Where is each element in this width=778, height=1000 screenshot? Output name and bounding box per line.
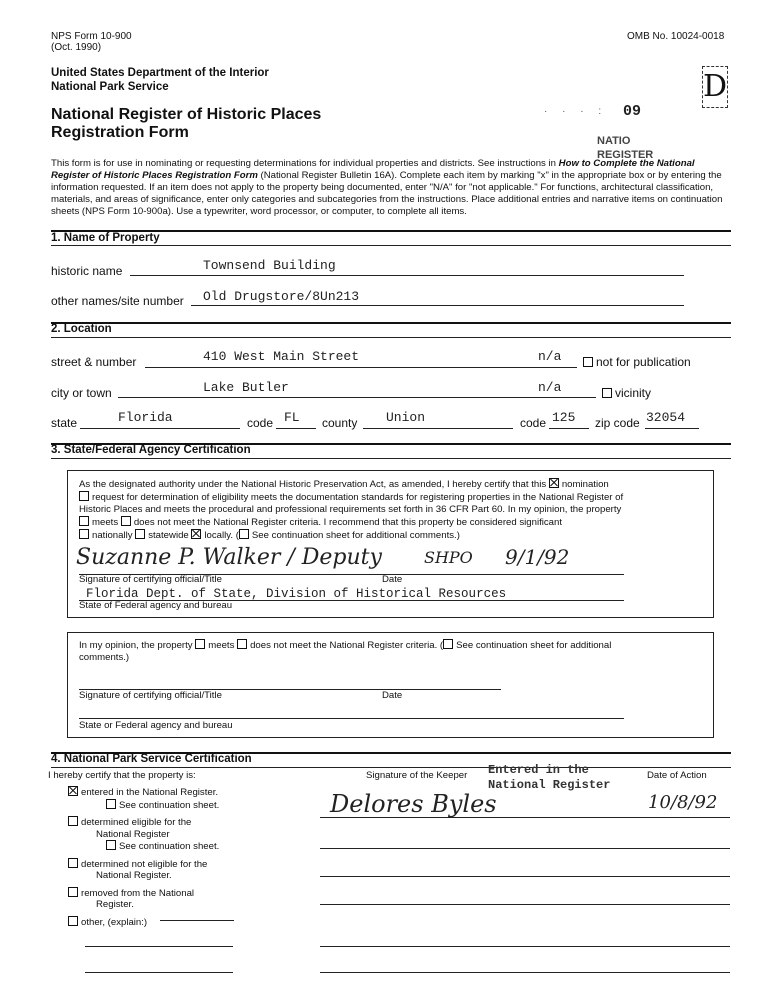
instructions <box>51 158 731 218</box>
county-label: county <box>322 416 358 430</box>
other-names-value[interactable]: Old Drugstore/8Un213 <box>203 289 360 304</box>
opinion-text <box>79 639 704 664</box>
keeper-line-6 <box>320 972 730 973</box>
section1-underline <box>51 245 731 246</box>
keeper-line-2 <box>320 848 730 849</box>
county-code-value[interactable]: 125 <box>552 410 576 425</box>
section3-heading: 3. State/Federal Agency Certification <box>51 444 251 456</box>
agency-label: State of Federal agency and bureau <box>79 600 233 611</box>
receipt-stamp: D <box>702 66 728 108</box>
section1-heading: 1. Name of Property <box>51 232 160 244</box>
form-title-line2: Registration Form <box>51 124 189 141</box>
historic-name-line <box>130 275 684 276</box>
cert-cont: See continuation sheet for additional comments.) <box>251 530 460 541</box>
opt-cont2: See continuation sheet. <box>119 841 220 852</box>
cert-meets: meets <box>92 517 119 528</box>
opinion-meets-checkbox[interactable] <box>195 639 205 649</box>
instructions-em: How to Complete the National Register of Historic Places Registration Form <box>51 158 695 181</box>
certifying-signature: Suzanne P. Walker / Deputy <box>76 545 382 570</box>
instructions-b: (National Register Bulletin 16A). Complete each item by marking "x" in the appropriate box or by entering the information requested. If an item does not apply to the property being documented, enter "N/A" for "not applicable." For functions, architectural classification, materials, and areas of significance, enter only categories and subcategories from the instructions. Place additional entries and narrative items on continuation sheets (NPS Form 10-900a). Use a typewriter, word processor, or computer, to complete all items. <box>51 170 723 217</box>
other-line <box>160 920 234 921</box>
cert-line1a: As the designated authority under the National Historic Preservation Act, as amended, I hereby certify that this <box>79 479 547 490</box>
form-title-line1: National Register of Historic Places <box>51 106 322 123</box>
not-for-publication[interactable] <box>583 355 691 369</box>
form-number-block <box>51 31 132 53</box>
opinion-continuation-checkbox[interactable] <box>443 639 453 649</box>
action-date-label: Date of Action <box>647 770 707 781</box>
state-code-line <box>276 428 316 429</box>
keeper-line-1 <box>320 817 730 818</box>
stamp-register: REGISTER <box>597 149 654 161</box>
state-code-value[interactable]: FL <box>284 410 300 425</box>
zip-label: zip code <box>595 416 640 430</box>
omb-number: OMB No. 10024-0018 <box>627 31 725 42</box>
not-eligible-checkbox[interactable] <box>68 858 78 868</box>
explain-line-2 <box>85 972 233 973</box>
opt-removed1: removed from the National <box>81 887 195 899</box>
opt-not-eligible2: National Register. <box>96 870 172 881</box>
opt-eligible2: National Register <box>96 828 170 840</box>
other-names-line <box>191 305 684 306</box>
opt-not-eligible1: determined not eligible for the <box>81 858 208 870</box>
keeper-line-4 <box>320 904 730 905</box>
county-line <box>363 428 513 429</box>
stamp-dots: · · · : <box>544 106 608 117</box>
city-na: n/a <box>538 380 562 395</box>
cert-locally: locally. ( <box>204 530 239 541</box>
certifying-title: SHPO <box>424 548 473 567</box>
opt-removed2: Register. <box>96 899 134 910</box>
street-line <box>145 367 577 368</box>
not-for-publication-label: not for publication <box>596 355 691 369</box>
historic-name-value[interactable]: Townsend Building <box>203 258 336 273</box>
sig2-label: Signature of certifying official/Title <box>79 690 222 701</box>
form-title <box>51 106 321 142</box>
cont1-checkbox[interactable] <box>106 799 116 809</box>
cert-continuation-checkbox[interactable] <box>239 529 249 539</box>
nps-options <box>68 786 219 928</box>
zip-line <box>645 428 699 429</box>
service: National Park Service <box>51 81 169 93</box>
meets-checkbox[interactable] <box>79 516 89 526</box>
signature-label: Signature of certifying official/Title <box>79 574 222 585</box>
department: United States Department of the Interior <box>51 67 269 79</box>
agency-header <box>51 66 269 94</box>
section3-underline <box>51 458 731 459</box>
state-line <box>80 428 240 429</box>
explain-line-1 <box>85 946 233 947</box>
cert-line2: request for determination of eligibility meets the documentation standards for registering properties in the National Register of <box>92 492 624 503</box>
opinion-comments: comments.) <box>79 652 130 663</box>
keeper-stamp-2: National Register <box>488 778 611 792</box>
other-checkbox[interactable] <box>68 916 78 926</box>
opt-eligible1: determined eligible for the <box>81 817 192 828</box>
keeper-label: Signature of the Keeper <box>366 770 468 781</box>
county-value[interactable]: Union <box>386 410 426 425</box>
city-label: city or town <box>51 386 112 400</box>
locally-checkbox[interactable] <box>191 529 201 539</box>
state-label: state <box>51 416 78 430</box>
action-date: 10/8/92 <box>648 792 718 813</box>
zip-value[interactable]: 32054 <box>646 410 686 425</box>
vicinity-checkbox[interactable] <box>602 388 612 398</box>
keeper-line-3 <box>320 876 730 877</box>
opinion-meets: meets <box>208 640 235 651</box>
section2-heading: 2. Location <box>51 323 112 335</box>
keeper-stamp-1: Entered in the <box>488 763 589 777</box>
not-for-publication-checkbox[interactable] <box>583 357 593 367</box>
vicinity[interactable] <box>602 386 651 400</box>
section4-underline <box>51 767 731 768</box>
does-not-meet-checkbox[interactable] <box>121 516 131 526</box>
statewide-checkbox[interactable] <box>135 529 145 539</box>
vicinity-label: vicinity <box>615 386 652 400</box>
street-label: street & number <box>51 355 137 369</box>
removed-checkbox[interactable] <box>68 887 78 897</box>
keeper-signature: Delores Byles <box>330 790 497 818</box>
eligibility-request-checkbox[interactable] <box>79 491 89 501</box>
cert-statewide: statewide <box>148 530 189 541</box>
eligible-checkbox[interactable] <box>68 816 78 826</box>
state-code-label: code <box>247 416 274 430</box>
date2-label: Date <box>382 690 403 701</box>
date-label: Date <box>382 574 403 585</box>
street-na: n/a <box>538 349 562 364</box>
cert-nationally: nationally <box>92 530 133 541</box>
agency-value[interactable]: Florida Dept. of State, Division of Historical Resources <box>86 587 507 601</box>
instructions-a: This form is for use in nominating or requesting determinations for individual properties and districts. See instructions in <box>51 158 559 169</box>
county-code-label: code <box>520 416 547 430</box>
opt-entered: entered in the National Register. <box>81 787 219 798</box>
opt-other: other, (explain:) <box>81 916 148 928</box>
cert-does-not: does not meet the National Register criteria. I recommend that this property be considered significant <box>133 517 563 528</box>
city-line <box>118 397 596 398</box>
form-date: (Oct. 1990) <box>51 42 102 53</box>
opinion-does-not-checkbox[interactable] <box>237 639 247 649</box>
opt-cont1: See continuation sheet. <box>119 799 220 811</box>
cert-line3: Historic Places and meets the procedural and professional requirements set forth in 36 CFR Part 60. In my opinion, the property <box>79 504 622 515</box>
keeper-line-5 <box>320 946 730 947</box>
section2-underline <box>51 337 731 338</box>
certifying-date: 9/1/92 <box>505 545 570 569</box>
other-names-label: other names/site number <box>51 294 184 308</box>
form-number: NPS Form 10-900 <box>51 31 132 42</box>
state-value[interactable]: Florida <box>118 410 173 425</box>
entered-checkbox[interactable] <box>68 786 78 796</box>
section2-rule <box>51 322 731 324</box>
nationally-checkbox[interactable] <box>79 529 89 539</box>
certify-line: I hereby certify that the property is: <box>48 770 196 781</box>
stamp-nation: NATIO <box>597 135 631 147</box>
stamp-number: 09 <box>623 103 642 120</box>
section4-heading: 4. National Park Service Certification <box>51 753 252 765</box>
opinion-line: In my opinion, the property <box>79 640 193 651</box>
agency2-line <box>79 718 624 719</box>
agency2-label: State or Federal agency and bureau <box>79 720 233 731</box>
street-value[interactable]: 410 West Main Street <box>203 349 360 364</box>
county-code-line <box>549 428 589 429</box>
cert-line1b: nomination <box>561 479 609 490</box>
opinion-does-not: does not meet the National Register criteria. ( <box>250 640 444 651</box>
cont2-checkbox[interactable] <box>106 840 116 850</box>
nomination-checkbox[interactable] <box>549 478 559 488</box>
certification-text <box>79 478 704 542</box>
historic-name-label: historic name <box>51 264 123 278</box>
city-value[interactable]: Lake Butler <box>203 380 289 395</box>
opinion-cont: See continuation sheet for additional <box>456 640 612 651</box>
